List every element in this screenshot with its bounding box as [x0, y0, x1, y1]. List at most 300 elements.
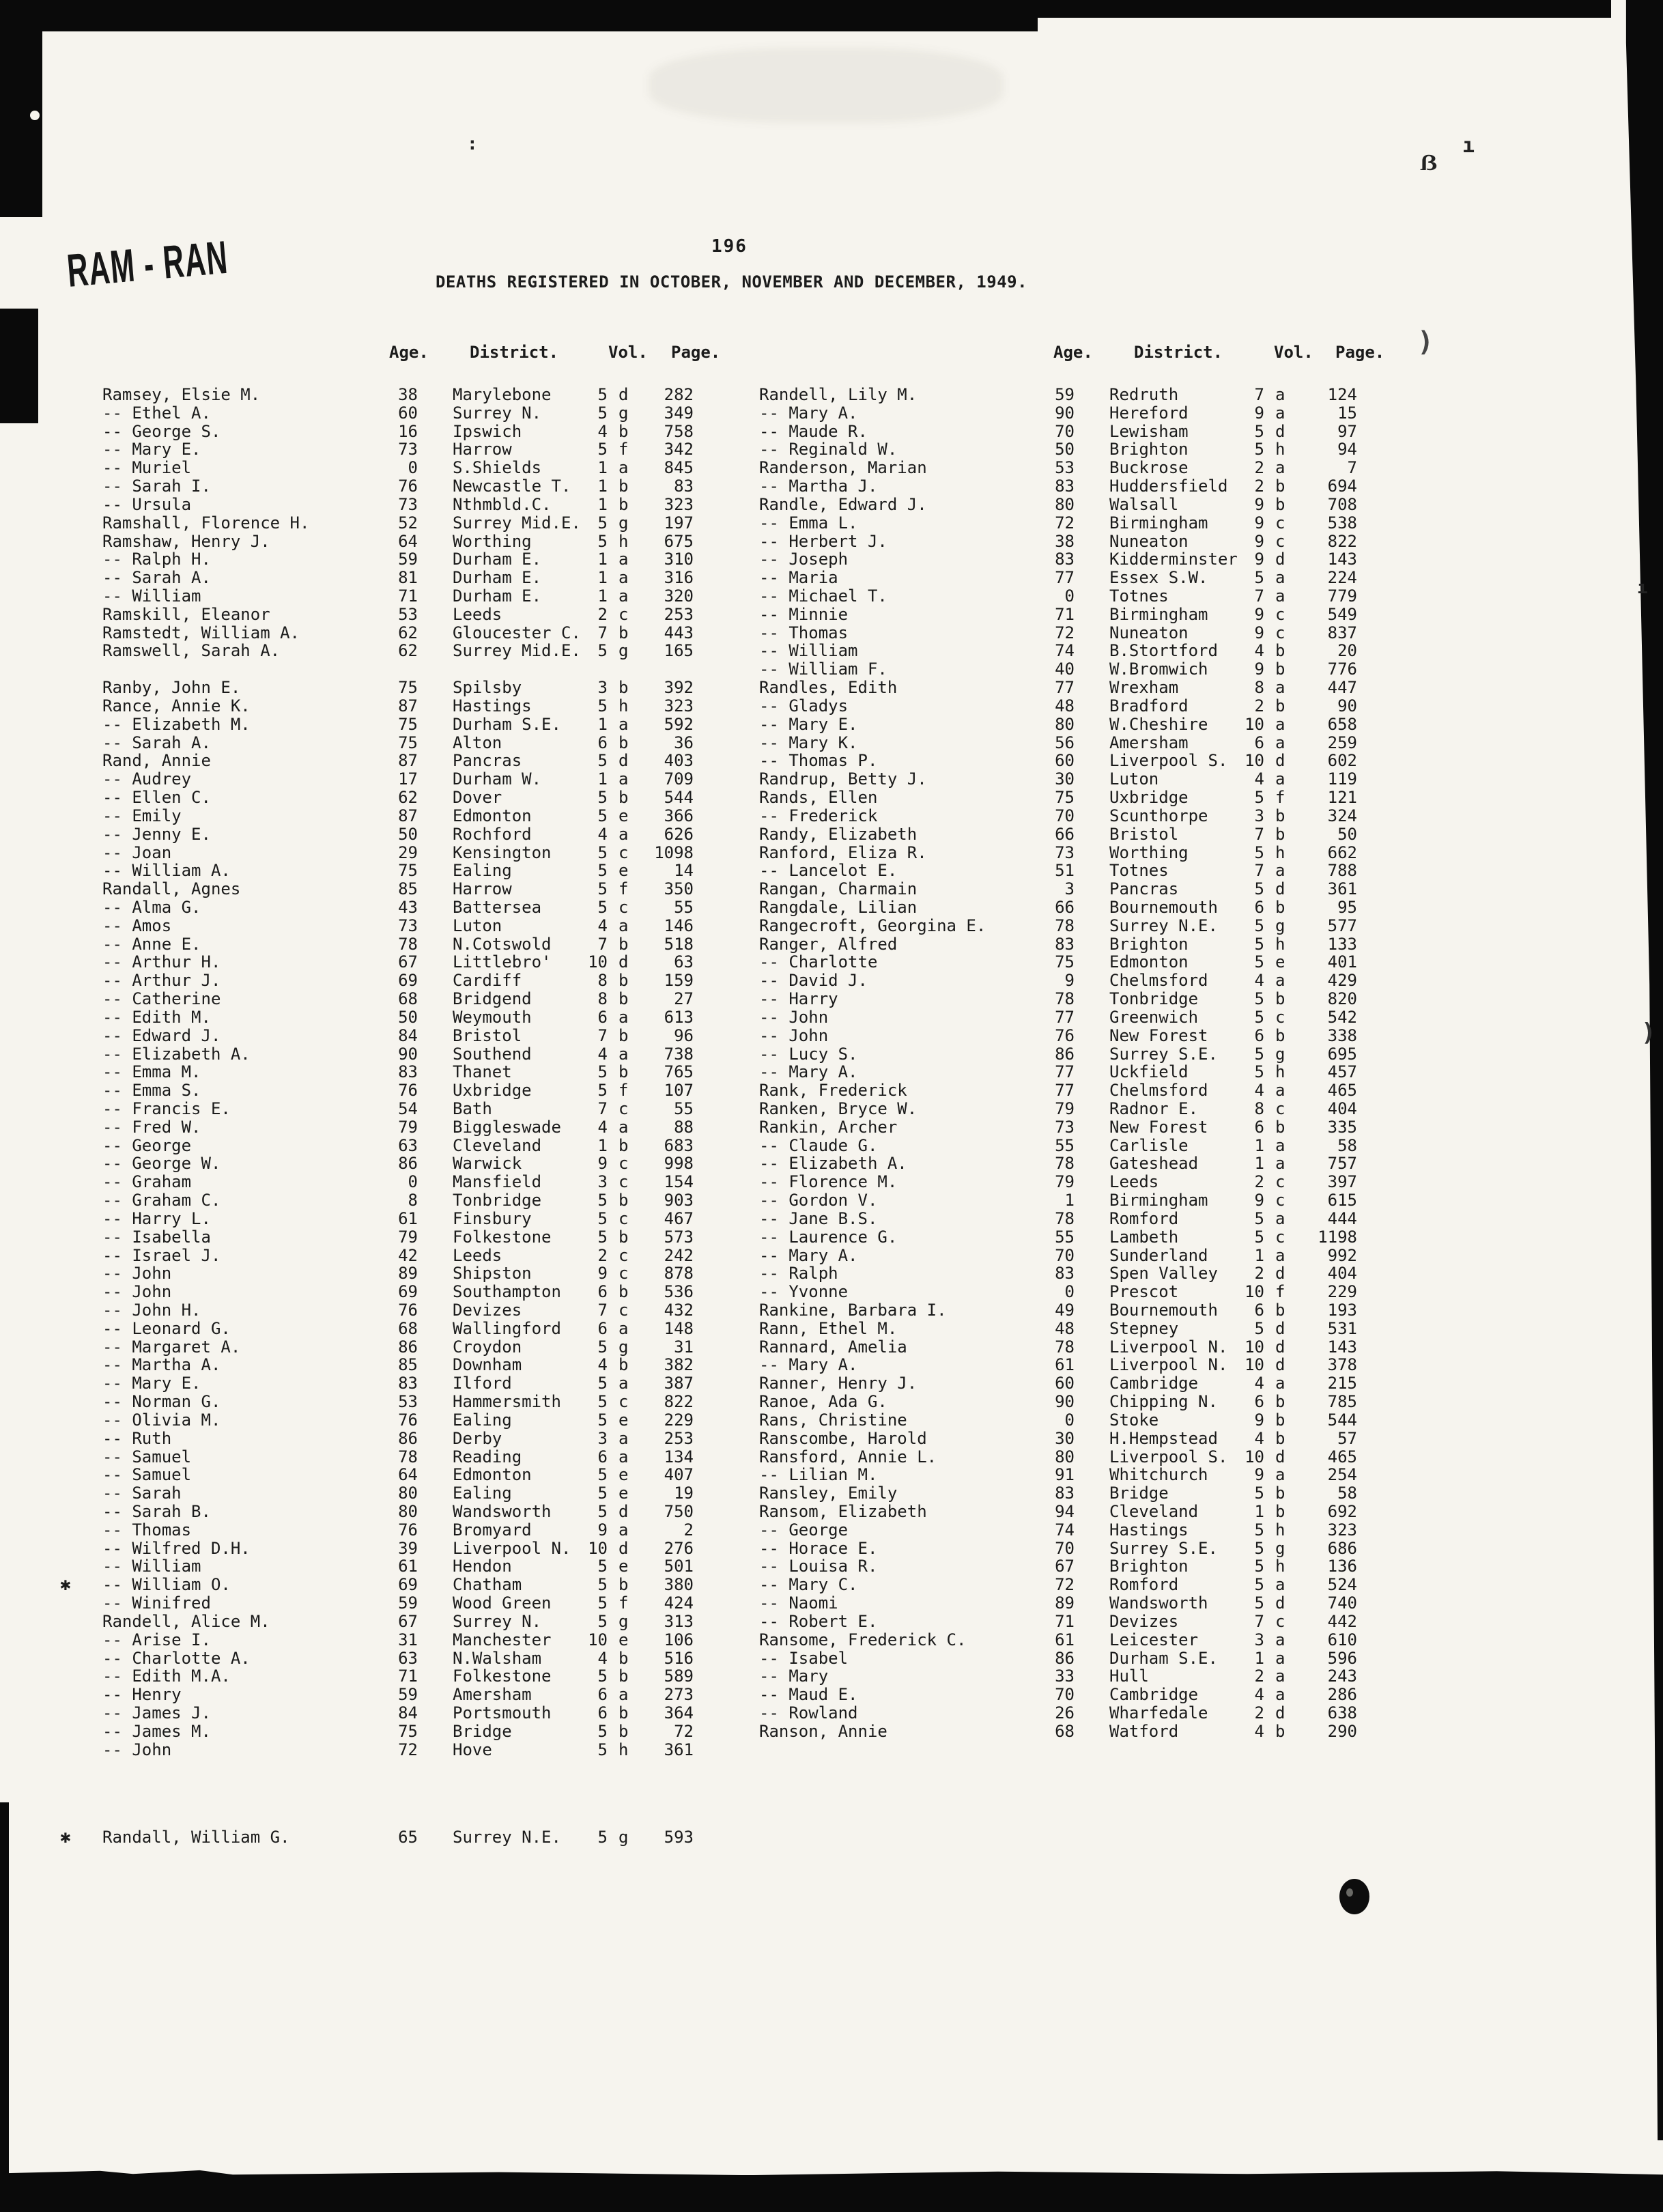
cell-page: 136: [1327, 1557, 1357, 1576]
cell-name: Rand, Annie: [102, 751, 211, 771]
cell-volletter: b: [619, 1025, 629, 1045]
cell-age: 94: [1055, 1502, 1075, 1522]
cell-name: -- David J.: [759, 971, 868, 991]
cell-district: Chelmsford: [1109, 971, 1208, 991]
cell-volletter: a: [619, 714, 629, 734]
cell-age: 68: [1055, 1721, 1075, 1741]
cell-volletter: c: [1275, 1007, 1285, 1027]
cell-page: 424: [664, 1593, 694, 1613]
cell-vol: 5: [597, 385, 608, 404]
cell-district: Newcastle T.: [453, 477, 571, 496]
table-row: [0, 1393, 1663, 1411]
table-row: [0, 606, 1663, 624]
cell-name: -- Ellen C.: [102, 788, 211, 808]
cell-name: Ranger, Alfred: [759, 934, 898, 954]
cell-name: -- Harry L.: [102, 1208, 211, 1228]
cell-vol: 8: [1254, 1098, 1264, 1118]
cell-name: -- Lancelot E.: [759, 861, 898, 881]
cell-district: Derby: [453, 1428, 502, 1448]
cell-age: 76: [1055, 1025, 1075, 1045]
cell-volletter: a: [1275, 403, 1285, 423]
cell-page: 323: [1327, 1520, 1357, 1540]
cell-district: Luton: [453, 916, 502, 935]
cell-age: 64: [398, 1465, 418, 1485]
cell-name: Ramshaw, Henry J.: [102, 531, 270, 551]
table-row: [0, 844, 1663, 862]
table-row: [0, 386, 1663, 404]
cell-name: -- Samuel: [102, 1447, 192, 1466]
cell-district: Hove: [453, 1740, 492, 1759]
cell-district: Ipswich: [453, 421, 522, 441]
cell-age: 78: [1055, 1154, 1075, 1174]
table-row: [0, 789, 1663, 807]
table-row: [0, 533, 1663, 551]
cell-age: 68: [398, 1318, 418, 1338]
cell-district: Ealing: [453, 1484, 512, 1503]
cell-age: 63: [398, 1135, 418, 1155]
cell-volletter: d: [619, 385, 629, 404]
cell-page: 397: [1327, 1172, 1357, 1192]
cell-volletter: b: [619, 1227, 629, 1247]
cell-age: 74: [1055, 1520, 1075, 1540]
cell-volletter: f: [619, 879, 629, 899]
cell-vol: 5: [1254, 568, 1264, 588]
cell-district: Pancras: [1109, 879, 1179, 899]
cell-district: Totnes: [1109, 861, 1169, 881]
table-row: [0, 1154, 1663, 1173]
cell-name: -- Reginald W.: [759, 440, 898, 459]
cell-vol: 9: [1254, 531, 1264, 551]
table-row: [0, 862, 1663, 880]
cell-vol: 5: [1254, 1318, 1264, 1338]
cell-name: -- Mary A.: [759, 1245, 858, 1265]
cell-volletter: c: [1275, 1611, 1285, 1631]
cell-age: 73: [1055, 1117, 1075, 1137]
cell-district: Littlebro': [453, 952, 552, 972]
cell-vol: 5: [597, 513, 608, 533]
cell-name: Rankin, Archer: [759, 1117, 898, 1137]
cell-district: Nthmbld.C.: [453, 494, 552, 514]
cell-age: 73: [398, 494, 418, 514]
cell-vol: 8: [1254, 678, 1264, 698]
cell-vol: 5: [597, 440, 608, 459]
cell-page: 998: [664, 1154, 694, 1174]
cell-vol: 5: [1254, 952, 1264, 972]
cell-age: 17: [398, 769, 418, 789]
cell-page: 119: [1327, 769, 1357, 789]
cell-vol: 9: [1254, 660, 1264, 679]
cell-district: Stoke: [1109, 1410, 1159, 1430]
cell-volletter: b: [619, 1667, 629, 1686]
cell-age: 80: [1055, 1447, 1075, 1466]
cell-name: Randell, Alice M.: [102, 1611, 270, 1631]
cell-name: Randy, Elizabeth: [759, 824, 918, 844]
cell-volletter: b: [1275, 1721, 1285, 1741]
cell-district: Cleveland: [1109, 1502, 1199, 1522]
cell-page: 407: [664, 1465, 694, 1485]
cell-age: 0: [408, 458, 418, 478]
cell-volletter: c: [1275, 623, 1285, 642]
cell-volletter: c: [619, 897, 629, 917]
cell-district: N.Cotswold: [453, 934, 552, 954]
cell-age: 50: [398, 1007, 418, 1027]
cell-name: Rance, Annie K.: [102, 696, 251, 715]
cell-volletter: e: [619, 1410, 629, 1430]
cell-name: -- Isabel: [759, 1648, 849, 1668]
cell-age: 71: [398, 1667, 418, 1686]
cell-name: -- Alma G.: [102, 897, 201, 917]
cell-district: Durham S.E.: [1109, 1648, 1218, 1668]
cell-volletter: a: [619, 1374, 629, 1393]
cell-volletter: a: [1275, 1465, 1285, 1485]
cell-vol: 5: [597, 1337, 608, 1357]
cell-page: 785: [1327, 1392, 1357, 1412]
cell-page: 72: [674, 1721, 694, 1741]
cell-vol: 5: [597, 1611, 608, 1631]
cell-page: 143: [1327, 1337, 1357, 1357]
cell-vol: 3: [597, 678, 608, 698]
cell-age: 26: [1055, 1703, 1075, 1723]
cell-page: 820: [1327, 989, 1357, 1009]
table-row: [0, 770, 1663, 789]
cell-district: Stepney: [1109, 1318, 1179, 1338]
cell-age: 78: [1055, 1337, 1075, 1357]
cell-name: -- Olivia M.: [102, 1410, 221, 1430]
cell-name: -- John: [759, 1025, 829, 1045]
cell-volletter: a: [1275, 385, 1285, 404]
cell-volletter: e: [619, 1484, 629, 1503]
cell-page: 524: [1327, 1575, 1357, 1595]
cell-page: 107: [664, 1081, 694, 1101]
cell-name: -- Mary: [759, 1667, 829, 1686]
table-row: [0, 1540, 1663, 1558]
cell-name: -- Catherine: [102, 989, 221, 1009]
cell-page: 273: [664, 1685, 694, 1705]
cell-name: -- Gladys: [759, 696, 849, 715]
cell-vol: 5: [597, 1721, 608, 1741]
cell-name: -- Amos: [102, 916, 172, 935]
cell-age: 61: [1055, 1355, 1075, 1375]
cell-district: Wandsworth: [1109, 1593, 1208, 1613]
cell-age: 48: [1055, 696, 1075, 715]
cell-name: -- William A.: [102, 861, 231, 881]
cell-vol: 5: [1254, 1044, 1264, 1064]
cell-name: -- Edith M.A.: [102, 1667, 231, 1686]
cell-volletter: a: [619, 916, 629, 935]
table-row: [0, 1704, 1663, 1722]
cell-age: 67: [1055, 1557, 1075, 1576]
cell-volletter: c: [619, 1172, 629, 1192]
cell-volletter: a: [1275, 1245, 1285, 1265]
cell-volletter: a: [619, 824, 629, 844]
cell-page: 675: [664, 531, 694, 551]
cell-district: Liverpool S.: [1109, 751, 1228, 771]
cell-district: Huddersfield: [1109, 477, 1228, 496]
cell-district: Uckfield: [1109, 1062, 1189, 1082]
cell-district: Harrow: [453, 879, 512, 899]
cell-page: 444: [1327, 1208, 1357, 1228]
cell-volletter: a: [1275, 1667, 1285, 1686]
cell-name: -- John: [102, 1740, 172, 1759]
table-row: [0, 1320, 1663, 1338]
table-row: [0, 917, 1663, 935]
cell-page: 2: [683, 1520, 694, 1540]
cell-volletter: c: [1275, 531, 1285, 551]
cell-district: Edmonton: [453, 806, 532, 825]
cell-volletter: e: [1275, 952, 1285, 972]
cell-name: -- Sarah B.: [102, 1502, 211, 1522]
cell-page: 90: [1337, 696, 1357, 715]
cell-name: -- Mary K.: [759, 733, 858, 752]
cell-volletter: b: [1275, 989, 1285, 1009]
table-row: [0, 1484, 1663, 1503]
cell-district: Bristol: [453, 1025, 522, 1045]
cell-district: Battersea: [453, 897, 542, 917]
cell-volletter: a: [1275, 1685, 1285, 1705]
cell-age: 55: [1055, 1227, 1075, 1247]
cell-name: Rangan, Charmain: [759, 879, 918, 899]
cell-name: Rans, Christine: [759, 1410, 907, 1430]
cell-age: 83: [1055, 1484, 1075, 1503]
cell-page: 148: [664, 1318, 694, 1338]
cell-district: Surrey S.E.: [1109, 1538, 1218, 1558]
cell-volletter: b: [1275, 1502, 1285, 1522]
cell-name: -- Israel J.: [102, 1245, 221, 1265]
cell-vol: 7: [1254, 385, 1264, 404]
cell-vol: 5: [597, 879, 608, 899]
table-row: [0, 404, 1663, 423]
cell-district: Folkestone: [453, 1227, 552, 1247]
cell-volletter: h: [1275, 842, 1285, 862]
table-row: [0, 1667, 1663, 1686]
cell-volletter: a: [1275, 678, 1285, 698]
cell-volletter: d: [619, 952, 629, 972]
cell-name: -- William O.: [102, 1575, 231, 1595]
cell-district: Sunderland: [1109, 1245, 1208, 1265]
cell-district: Marylebone: [453, 385, 552, 404]
table-row: [0, 1264, 1663, 1283]
cell-page: 662: [1327, 842, 1357, 862]
cell-district: Ilford: [453, 1374, 512, 1393]
cell-page: 57: [1337, 1428, 1357, 1448]
cell-page: 15: [1337, 403, 1357, 423]
cell-name: -- Emma M.: [102, 1062, 201, 1082]
cell-volletter: d: [1275, 1355, 1285, 1375]
cell-age: 76: [398, 1520, 418, 1540]
cell-page: 361: [1327, 879, 1357, 899]
table-row: [0, 1448, 1663, 1466]
cell-district: Hendon: [453, 1557, 512, 1576]
cell-page: 134: [664, 1447, 694, 1466]
cell-volletter: g: [619, 1611, 629, 1631]
cell-vol: 8: [597, 971, 608, 991]
cell-age: 77: [1055, 1081, 1075, 1101]
cell-name: Rangecroft, Georgina E.: [759, 916, 986, 935]
cell-name: Rands, Ellen: [759, 788, 878, 808]
table-row: [0, 1301, 1663, 1320]
cell-vol: 7: [597, 1098, 608, 1118]
cell-volletter: b: [1275, 696, 1285, 715]
cell-age: 83: [1055, 1264, 1075, 1284]
cell-name: -- Naomi: [759, 1593, 838, 1613]
cell-vol: 5: [597, 1191, 608, 1210]
cell-page: 538: [1327, 513, 1357, 533]
cell-page: 536: [664, 1282, 694, 1302]
cell-vol: 2: [1254, 1264, 1264, 1284]
cell-vol: 6: [1254, 897, 1264, 917]
column-header-district-right: District.: [1134, 343, 1223, 362]
cell-page: 758: [664, 421, 694, 441]
cell-district: Chelmsford: [1109, 1081, 1208, 1101]
cell-age: 70: [1055, 806, 1075, 825]
cell-vol: 4: [1254, 1721, 1264, 1741]
cell-district: Lambeth: [1109, 1227, 1179, 1247]
cell-age: 83: [1055, 550, 1075, 569]
cell-volletter: a: [1275, 1135, 1285, 1155]
cell-name: Ransford, Annie L.: [759, 1447, 937, 1466]
cell-district: Rochford: [453, 824, 532, 844]
cell-page: 338: [1327, 1025, 1357, 1045]
cell-volletter: g: [1275, 1044, 1285, 1064]
cell-age: 75: [398, 861, 418, 881]
cell-volletter: a: [1275, 1081, 1285, 1101]
cell-page: 695: [1327, 1044, 1357, 1064]
cell-page: 392: [664, 678, 694, 698]
cell-age: 38: [398, 385, 418, 404]
cell-name: -- Ethel A.: [102, 403, 211, 423]
cell-vol: 5: [597, 751, 608, 771]
table-row: [0, 1649, 1663, 1668]
cell-district: W.Cheshire: [1109, 714, 1208, 734]
cell-vol: 4: [1254, 1685, 1264, 1705]
column-header-age-left: Age.: [389, 343, 429, 362]
cell-vol: 3: [1254, 806, 1264, 825]
cell-vol: 3: [597, 1428, 608, 1448]
cell-name: -- Arthur H.: [102, 952, 221, 972]
cell-age: 50: [1055, 440, 1075, 459]
cell-age: 89: [398, 1264, 418, 1284]
table-row: [0, 972, 1663, 990]
cell-vol: 4: [597, 824, 608, 844]
cell-vol: 5: [597, 1502, 608, 1522]
cell-age: 90: [1055, 403, 1075, 423]
cell-page: 788: [1327, 861, 1357, 881]
cell-volletter: h: [619, 531, 629, 551]
cell-age: 79: [398, 1227, 418, 1247]
cell-district: Folkestone: [453, 1667, 552, 1686]
cell-age: 43: [398, 897, 418, 917]
cell-district: Romford: [1109, 1575, 1179, 1595]
cell-name: -- Yvonne: [759, 1282, 849, 1302]
cell-name: Ranby, John E.: [102, 678, 241, 698]
cell-name: -- Thomas: [102, 1520, 192, 1540]
cell-volletter: a: [619, 1044, 629, 1064]
cell-district: Liverpool N.: [1109, 1355, 1228, 1375]
cell-volletter: g: [1275, 916, 1285, 935]
table-row: [0, 440, 1663, 459]
cell-district: Durham E.: [453, 586, 542, 606]
cell-vol: 10: [1245, 714, 1264, 734]
cell-page: 286: [1327, 1685, 1357, 1705]
cell-vol: 6: [1254, 1117, 1264, 1137]
cell-district: Pancras: [453, 751, 522, 771]
cell-page: 401: [1327, 952, 1357, 972]
cell-name: -- Horace E.: [759, 1538, 878, 1558]
cell-volletter: c: [619, 1154, 629, 1174]
cell-volletter: b: [1275, 1025, 1285, 1045]
cell-volletter: d: [619, 1502, 629, 1522]
cell-name: -- Robert E.: [759, 1611, 878, 1631]
cell-age: 73: [1055, 842, 1075, 862]
cell-volletter: a: [619, 1685, 629, 1705]
cell-page: 243: [1327, 1667, 1357, 1686]
cell-age: 84: [398, 1025, 418, 1045]
cell-page: 96: [674, 1025, 694, 1045]
cell-volletter: e: [619, 861, 629, 881]
cell-page: 683: [664, 1135, 694, 1155]
cell-page: 323: [664, 696, 694, 715]
cell-name: -- Margaret A.: [102, 1337, 241, 1357]
cell-district: Prescot: [1109, 1282, 1179, 1302]
cell-district: Croydon: [453, 1337, 522, 1357]
cell-page: 432: [664, 1301, 694, 1320]
cell-volletter: g: [619, 513, 629, 533]
cell-page: 593: [664, 1828, 694, 1847]
cell-age: 68: [398, 989, 418, 1009]
cell-district: Surrey Mid.E.: [453, 513, 581, 533]
cell-district: Wood Green: [453, 1593, 552, 1613]
cell-page: 342: [664, 440, 694, 459]
cell-vol: 2: [1254, 1172, 1264, 1192]
cell-vol: 5: [597, 1667, 608, 1686]
cell-page: 658: [1327, 714, 1357, 734]
cell-volletter: d: [1275, 1447, 1285, 1466]
table-row: [0, 935, 1663, 954]
cell-age: 59: [398, 1685, 418, 1705]
cell-district: New Forest: [1109, 1117, 1208, 1137]
cell-volletter: a: [1275, 1648, 1285, 1668]
cell-page: 549: [1327, 604, 1357, 624]
cell-age: 39: [398, 1538, 418, 1558]
cell-name: -- Audrey: [102, 769, 192, 789]
cell-vol: 9: [597, 1264, 608, 1284]
cell-vol: 5: [1254, 1520, 1264, 1540]
cell-district: Surrey S.E.: [1109, 1044, 1218, 1064]
cell-page: 215: [1327, 1374, 1357, 1393]
cell-page: 878: [664, 1264, 694, 1284]
cell-age: 80: [398, 1484, 418, 1503]
cell-district: Durham W.: [453, 769, 542, 789]
table-row: [0, 660, 1663, 679]
cell-page: 350: [664, 879, 694, 899]
cell-volletter: a: [1275, 769, 1285, 789]
table-row: [0, 1118, 1663, 1137]
cell-volletter: b: [619, 1575, 629, 1595]
cell-vol: 5: [597, 1062, 608, 1082]
cell-district: Worthing: [1109, 842, 1189, 862]
cell-page: 7: [1347, 458, 1357, 478]
cell-name: -- Mary A.: [759, 1355, 858, 1375]
cell-name: Rann, Ethel M.: [759, 1318, 898, 1338]
cell-vol: 1: [1254, 1245, 1264, 1265]
cell-name: -- Maud E.: [759, 1685, 858, 1705]
cell-name: -- George: [102, 1135, 192, 1155]
cell-age: 71: [398, 586, 418, 606]
cell-name: -- Gordon V.: [759, 1191, 878, 1210]
cell-vol: 4: [1254, 971, 1264, 991]
cell-volletter: c: [619, 1208, 629, 1228]
cell-page: 457: [1327, 1062, 1357, 1082]
